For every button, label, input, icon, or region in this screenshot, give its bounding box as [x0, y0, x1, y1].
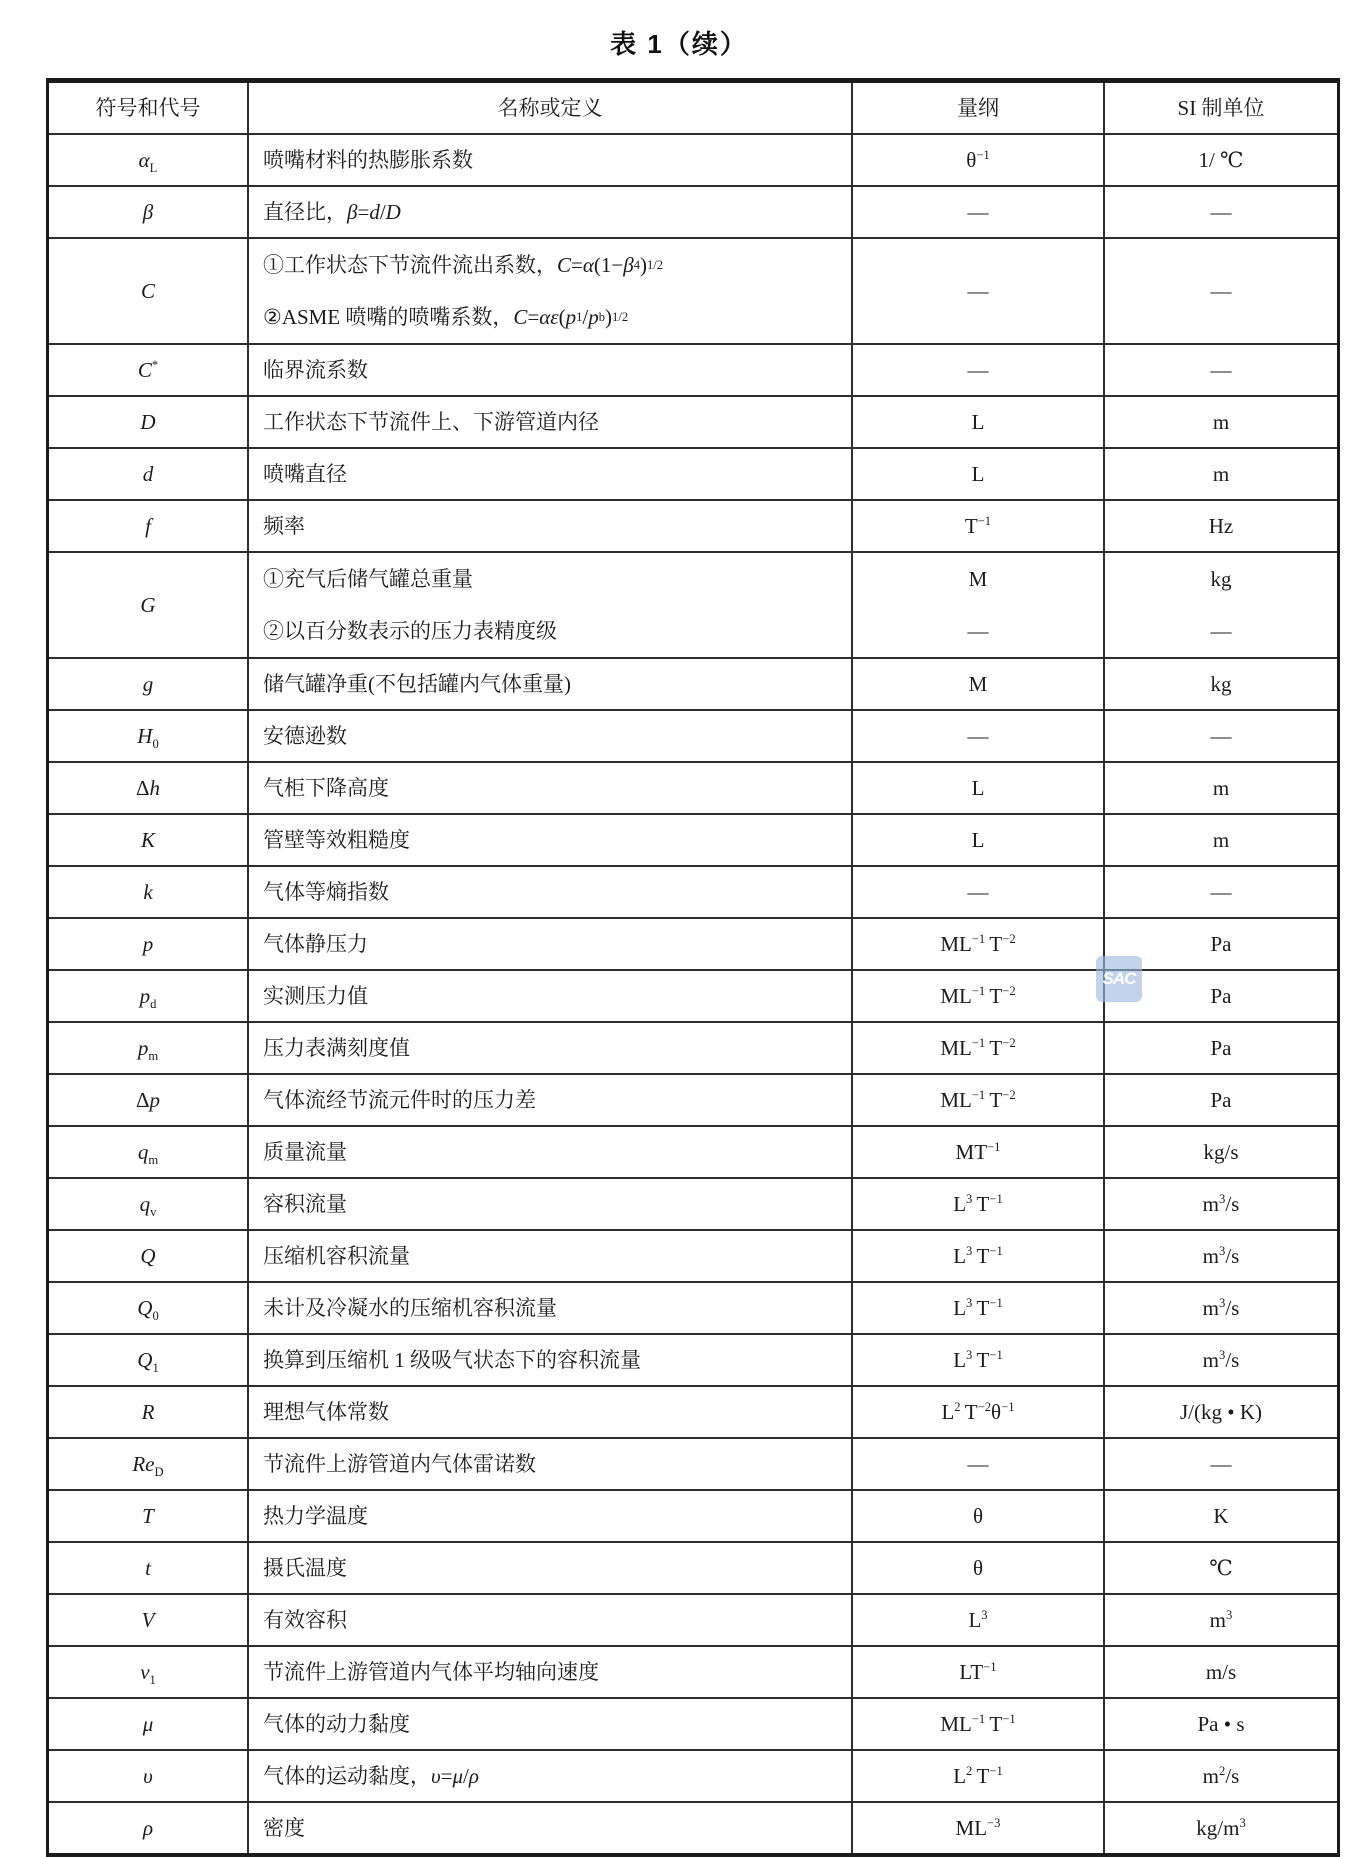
- symbol-cell: f: [48, 500, 249, 552]
- definition-cell: 储气罐净重(不包括罐内气体重量): [248, 658, 852, 710]
- unit-cell: —: [1104, 866, 1339, 918]
- table-row: [48, 918, 1339, 970]
- unit-cell: kg —: [1104, 552, 1339, 658]
- symbol-cell: μ: [48, 1698, 249, 1750]
- definition-cell: 频率: [248, 500, 852, 552]
- unit-cell: $m^3/s$: [1104, 1334, 1339, 1386]
- table-row: [48, 658, 1339, 710]
- dimension-cell: —: [852, 344, 1104, 396]
- symbol-cell: $v_1$: [48, 1646, 249, 1698]
- table-row: [48, 1802, 1339, 1855]
- unit-cell: $m^3/s$: [1104, 1230, 1339, 1282]
- dimension-cell: $ML^{-1}$ $T^{-2}$: [852, 918, 1104, 970]
- unit-cell: Pa: [1104, 1074, 1339, 1126]
- dimension-cell: M: [852, 658, 1104, 710]
- definition-cell: 气体流经节流元件时的压力差: [248, 1074, 852, 1126]
- header-symbol: 符号和代号: [48, 81, 249, 135]
- symbol-cell: Δp: [48, 1074, 249, 1126]
- definition-cell: 气体的动力黏度: [248, 1698, 852, 1750]
- unit-cell: m: [1104, 396, 1339, 448]
- definition-cell: 直径比，β=d/D: [248, 186, 852, 238]
- unit-cell: $m^3$: [1104, 1594, 1339, 1646]
- symbols-table: [46, 78, 1340, 1857]
- table-row: [48, 134, 1339, 186]
- dimension-cell: M —: [852, 552, 1104, 658]
- dimension-cell: $MT^{-1}$: [852, 1126, 1104, 1178]
- definition-cell: 摄氏温度: [248, 1542, 852, 1594]
- sac-watermark-text: SAC: [1102, 969, 1136, 988]
- page-title: 表 1（续）: [610, 29, 748, 59]
- table-row: [48, 1646, 1339, 1698]
- definition-cell: 容积流量: [248, 1178, 852, 1230]
- table-row: [48, 1126, 1339, 1178]
- table-row: [48, 814, 1339, 866]
- symbol-cell: C: [48, 238, 249, 344]
- table-row: [48, 238, 1339, 344]
- dimension-cell: θ: [852, 1490, 1104, 1542]
- table-row: [48, 344, 1339, 396]
- definition-cell: 气柜下降高度: [248, 762, 852, 814]
- dimension-cell: $LT^{-1}$: [852, 1646, 1104, 1698]
- symbol-cell: k: [48, 866, 249, 918]
- header-definition: 名称或定义: [248, 81, 852, 135]
- definition-cell: 节流件上游管道内气体平均轴向速度: [248, 1646, 852, 1698]
- dimension-cell: $L^3$ $T^{-1}$: [852, 1230, 1104, 1282]
- dimension-cell: $ML^{-3}$: [852, 1802, 1104, 1855]
- header-row: [48, 81, 1339, 135]
- definition-cell: 理想气体常数: [248, 1386, 852, 1438]
- symbol-cell: $p_m$: [48, 1022, 249, 1074]
- dimension-cell: —: [852, 186, 1104, 238]
- unit-cell: m: [1104, 814, 1339, 866]
- unit-cell: $kg/m^3$: [1104, 1802, 1339, 1855]
- symbol-cell: $q_v$: [48, 1178, 249, 1230]
- unit-cell: $m^3/s$: [1104, 1282, 1339, 1334]
- dimension-cell: —: [852, 710, 1104, 762]
- symbol-cell: g: [48, 658, 249, 710]
- unit-cell: $m^2/s$: [1104, 1750, 1339, 1802]
- table-row: [48, 1178, 1339, 1230]
- dimension-cell: L: [852, 396, 1104, 448]
- dimension-cell: $T^{-1}$: [852, 500, 1104, 552]
- symbol-cell: C*: [48, 344, 249, 396]
- unit-cell: Pa: [1104, 918, 1339, 970]
- table-row: [48, 762, 1339, 814]
- unit-cell: Pa: [1104, 1022, 1339, 1074]
- symbol-cell: p: [48, 918, 249, 970]
- dimension-cell: $L^2$ $T^{-1}$: [852, 1750, 1104, 1802]
- table-row: [48, 552, 1339, 658]
- unit-cell: 1/ ℃: [1104, 134, 1339, 186]
- table-row: [48, 1594, 1339, 1646]
- unit-cell: Hz: [1104, 500, 1339, 552]
- definition-cell: 节流件上游管道内气体雷诺数: [248, 1438, 852, 1490]
- dimension-cell: $L^3$ $T^{-1}$: [852, 1178, 1104, 1230]
- symbol-cell: t: [48, 1542, 249, 1594]
- unit-cell: —: [1104, 186, 1339, 238]
- symbol-cell: D: [48, 396, 249, 448]
- symbol-cell: T: [48, 1490, 249, 1542]
- table-row: [48, 1750, 1339, 1802]
- dimension-cell: —: [852, 238, 1104, 344]
- dimension-cell: $L^3$ $T^{-1}$: [852, 1334, 1104, 1386]
- symbol-cell: ρ: [48, 1802, 249, 1855]
- symbol-cell: $Q_1$: [48, 1334, 249, 1386]
- symbol-cell: V: [48, 1594, 249, 1646]
- definition-cell: 实测压力值: [248, 970, 852, 1022]
- dimension-cell: $\theta^{-1}$: [852, 134, 1104, 186]
- definition-cell: 压力表满刻度值: [248, 1022, 852, 1074]
- unit-cell: ℃: [1104, 1542, 1339, 1594]
- dimension-cell: L: [852, 814, 1104, 866]
- dimension-cell: $ML^{-1}$ $T^{-1}$: [852, 1698, 1104, 1750]
- definition-cell: 管壁等效粗糙度: [248, 814, 852, 866]
- symbol-cell: $Q_0$: [48, 1282, 249, 1334]
- definition-cell: 换算到压缩机 1 级吸气状态下的容积流量: [248, 1334, 852, 1386]
- table-row: [48, 186, 1339, 238]
- table-row: [48, 866, 1339, 918]
- unit-cell: $m^3/s$: [1104, 1178, 1339, 1230]
- dimension-cell: $ML^{-1}$ $T^{-2}$: [852, 1022, 1104, 1074]
- table-row: [48, 396, 1339, 448]
- dimension-cell: $L^2$ $T^{-2}\theta^{-1}$: [852, 1386, 1104, 1438]
- table-row: [48, 1022, 1339, 1074]
- table-row: [48, 1542, 1339, 1594]
- unit-cell: —: [1104, 1438, 1339, 1490]
- dimension-cell: θ: [852, 1542, 1104, 1594]
- unit-cell: m: [1104, 448, 1339, 500]
- symbol-cell: $q_m$: [48, 1126, 249, 1178]
- dimension-cell: $ML^{-1}$ $T^{-2}$: [852, 970, 1104, 1022]
- table-row: [48, 1230, 1339, 1282]
- table-header: [48, 81, 1339, 135]
- dimension-cell: $L^3$ $T^{-1}$: [852, 1282, 1104, 1334]
- table-row: [48, 710, 1339, 762]
- table-row: [48, 1490, 1339, 1542]
- table-row: [48, 448, 1339, 500]
- symbol-cell: G: [48, 552, 249, 658]
- unit-cell: J/(kg • K): [1104, 1386, 1339, 1438]
- table-row: [48, 1438, 1339, 1490]
- definition-cell: 未计及冷凝水的压缩机容积流量: [248, 1282, 852, 1334]
- dimension-cell: $ML^{-1}$ $T^{-2}$: [852, 1074, 1104, 1126]
- definition-cell: 喷嘴直径: [248, 448, 852, 500]
- definition-cell: 质量流量: [248, 1126, 852, 1178]
- symbol-cell: R: [48, 1386, 249, 1438]
- definition-cell: 有效容积: [248, 1594, 852, 1646]
- definition-cell: 工作状态下节流件上、下游管道内径: [248, 396, 852, 448]
- unit-cell: Pa: [1104, 970, 1339, 1022]
- dimension-cell: L: [852, 448, 1104, 500]
- unit-cell: kg/s: [1104, 1126, 1339, 1178]
- unit-cell: m/s: [1104, 1646, 1339, 1698]
- symbol-cell: Δh: [48, 762, 249, 814]
- symbol-cell: β: [48, 186, 249, 238]
- table-row: [48, 1698, 1339, 1750]
- unit-cell: kg: [1104, 658, 1339, 710]
- definition-cell: 密度: [248, 1802, 852, 1855]
- definition-cell: 气体等熵指数: [248, 866, 852, 918]
- dimension-cell: L: [852, 762, 1104, 814]
- table-body: [48, 134, 1339, 1855]
- symbol-cell: Q: [48, 1230, 249, 1282]
- definition-cell: 临界流系数: [248, 344, 852, 396]
- table-row: [48, 500, 1339, 552]
- symbol-cell: $Re_D$: [48, 1438, 249, 1490]
- unit-cell: K: [1104, 1490, 1339, 1542]
- unit-cell: Pa • s: [1104, 1698, 1339, 1750]
- header-si-unit: SI 制单位: [1104, 81, 1339, 135]
- dimension-cell: —: [852, 1438, 1104, 1490]
- symbol-cell: K: [48, 814, 249, 866]
- unit-cell: —: [1104, 710, 1339, 762]
- symbol-cell: d: [48, 448, 249, 500]
- definition-cell: 安德逊数: [248, 710, 852, 762]
- symbol-cell: $\alpha_L$: [48, 134, 249, 186]
- dimension-cell: —: [852, 866, 1104, 918]
- unit-cell: —: [1104, 344, 1339, 396]
- dimension-cell: $L^3$: [852, 1594, 1104, 1646]
- symbol-cell: $p_d$: [48, 970, 249, 1022]
- definition-cell: 气体的运动黏度，υ=μ/ρ: [248, 1750, 852, 1802]
- symbol-cell: $H_0$: [48, 710, 249, 762]
- definition-cell: 压缩机容积流量: [248, 1230, 852, 1282]
- definition-cell: ①充气后储气罐总重量 ②以百分数表示的压力表精度级: [248, 552, 852, 658]
- table-row: [48, 1282, 1339, 1334]
- table-row: [48, 1386, 1339, 1438]
- symbol-cell: υ: [48, 1750, 249, 1802]
- unit-cell: m: [1104, 762, 1339, 814]
- definition-cell: ①工作状态下节流件流出系数， C = α (1− β 4 ) 1/2 ②ASME 喷嘴的喷嘴系数， C = αε ( p 1 / p b ) 1/2: [248, 238, 852, 344]
- definition-cell: 气体静压力: [248, 918, 852, 970]
- header-dimension: 量纲: [852, 81, 1104, 135]
- definition-cell: 喷嘴材料的热膨胀系数: [248, 134, 852, 186]
- table-row: [48, 1074, 1339, 1126]
- definition-cell: 热力学温度: [248, 1490, 852, 1542]
- table-row: [48, 970, 1339, 1022]
- table-row: [48, 1334, 1339, 1386]
- unit-cell: —: [1104, 238, 1339, 344]
